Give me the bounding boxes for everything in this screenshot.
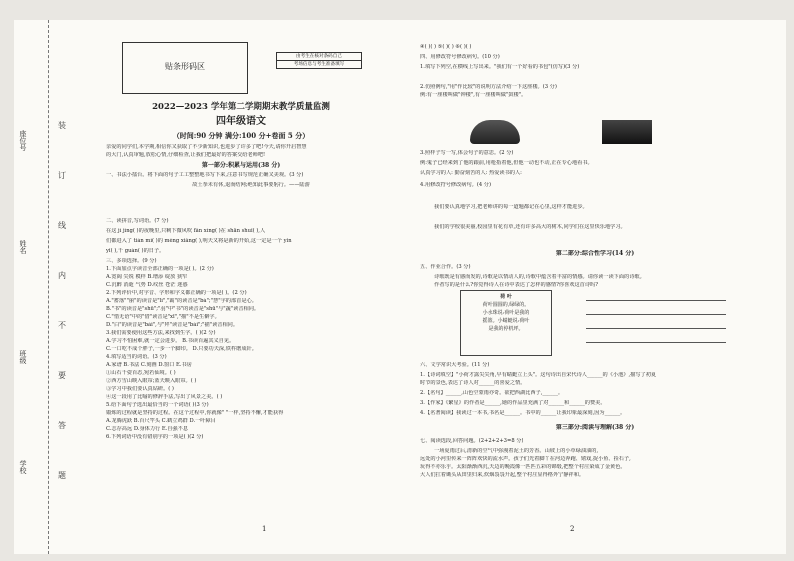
question-line: 6.下列词语中没有错别字的一项是( )(2 分) (106, 434, 204, 440)
question-line: 2.【名句】______,山色空蒙雨亦奇。欲把西湖比西子,______。 (420, 390, 564, 396)
poem-line: 是我的停机坪。 (488, 326, 524, 332)
section-heading: 第三部分:阅读与理解(38 分) (555, 424, 635, 431)
question-line: ④这一段用了比喻的修辞手法,写出了风景之美。( ) (106, 394, 223, 400)
question-line: 们都进入了 tián mì( )的 mèng xiǎng( ),明天又将是新的开始,这一定是一个 yǐn (106, 238, 292, 244)
poem-line: 小水珠说:荷叶是我的 (482, 310, 530, 316)
question-line: A.龙腾虎跃 B.百尺竿头 C.鹤立鸡群 D.一叶障目 (106, 418, 216, 424)
seal-char: 订 (58, 171, 66, 180)
question-line: 5.给下面句子选出最恰当的一个词语( )(3 分) (106, 402, 209, 408)
poem-line: 荷叶圆圆的,绿绿的。 (482, 302, 530, 308)
question-line: C."惜无语"中的"惜"读音是"xī","描"不是生僻字。 (106, 314, 220, 320)
intro-line: 亲爱的同学们,本学期,相信你又获取了不少新知识,也进步了许多了吧!今天,请你开启智慧 (106, 144, 307, 150)
question-line: yǐ( ),千 guàn( )的日子。 (106, 248, 165, 254)
answer-line[interactable] (586, 300, 726, 301)
notice-line: 考场信息与考生准备填写 (293, 62, 345, 67)
poem-box (460, 290, 552, 356)
reading-passage-line: 大人们扛着锄头从田里归来,炊烟袅袅升起,整个村庄显得格外宁静祥和。 (420, 472, 585, 478)
question-line: B."书"的读音是"shū";"羽"中"书"的读音是"shū"与"蔬"读音相同。 (106, 306, 260, 312)
seal-char: 答 (58, 421, 66, 430)
question-line: 作者写的是什么?你觉得诗人在诗中表达了怎样的感情?你喜欢这首诗吗? (434, 282, 598, 288)
paragraph: 我们的学校很美丽,校园里有花有草,还有许多高大的树木,同学们在这里快乐地学习。 (434, 224, 626, 230)
question-line: 1.【诗词填空】"小荷才露尖尖角,早有蜻蜓立上头"。这句诗出自宋代诗人______的《小池》,描写了初夏 (420, 372, 657, 378)
intro-line: 的大门,认真审题,放松心情,仔细检查,让我们把最好的答案交给老师吧! (106, 152, 266, 158)
question-line: 时节的景色,表达了诗人对______的喜爱之情。 (420, 380, 526, 386)
question-line: 2.下列评价中,对字音、字形和字义都正确的一项是( )。(2 分) (106, 290, 247, 296)
section-heading: 第一部分:积累与运用(38 分) (201, 162, 281, 169)
seal-char: 内 (58, 271, 66, 280)
question-line: 在这 jì jìng( )的夜晚里,只剩下微风吹 fǎn xíng( )在 shān shuǐ( ),人 (106, 228, 266, 234)
question-line: C.志存高远 D.身体力行 E.自强不息 (106, 426, 189, 432)
question-line: 1.下面加点字读音全部正确的一项是( )。(2 分) (106, 266, 214, 272)
question-line: C.一口吃不成个胖子,一步一个脚印。 D.只要功夫深,铁杵磨成针。 (106, 346, 257, 352)
question-line: 故土拳未有休,退而结网;绝知此事要躬行。——陆游 (192, 182, 310, 188)
margin-label-class: 班级 (19, 350, 27, 364)
seal-char: 不 (58, 321, 66, 330)
notice-line: 由考生在核对条码自己 (277, 53, 361, 61)
question-line: D."白"的读音是"bái",与"拜"读音是"bài";"描"读音相同。 (106, 322, 239, 328)
exam-sheet (14, 20, 786, 554)
page-number: 1 (262, 525, 267, 533)
question-line: 锻炼的过程就是坚持的过程。在这个过程中,你就像" "一样,坚持不懈,才能获得 (106, 410, 284, 416)
seal-char: 题 (58, 471, 66, 480)
question-line: 一、书法小擂台。将下面的句子工工整整地书写下来,注意书写规范正确又美观。(3 分) (106, 172, 304, 178)
seal-char: 要 (58, 371, 66, 380)
section-heading: 第二部分:综合性学习(14 分) (555, 250, 635, 257)
binding-line (48, 20, 49, 554)
question-line: A."蓄落""丽"的读音是"lì","霸"的读音是"bà";"慧"字的部首是心。 (106, 298, 257, 304)
question-line: 3.我们需要使用这些方法,来找到生字。( )(2 分) (106, 330, 216, 336)
poem-title: 荷 叶 (500, 294, 512, 300)
answer-line[interactable] (586, 342, 726, 343)
question-line: 七、阅读选段,回答问题。(2+2+2+3=8 分) (420, 438, 524, 444)
reading-passage-line: 远处的小河里传来一阵阵欢快的流水声。孩子们光着脚丫在河边奔跑、嬉戏,捉小鱼、捡石子, (420, 456, 631, 462)
question-line: ④( )( ) ⑤( )( ) ⑥( )( ) (420, 44, 472, 50)
question-line: A.学习不怕困难,就一定会进步。 B.书读百遍其义自见。 (106, 338, 235, 344)
paragraph: 我们要认真地学习,把老师讲的每一道题都记在心里,这样才能进步。 (434, 204, 588, 210)
building-photo (602, 120, 652, 144)
page-number: 2 (570, 525, 575, 533)
margin-label-school: 学校 (19, 460, 27, 474)
question-line: 4.用修改符号修改病句。(4 分) (420, 182, 492, 188)
answer-line[interactable] (586, 328, 726, 329)
question-line: 例:鬼子已经来到了他的跟前,用枪指着他,但他一动也不动,正在专心地看书。 (420, 160, 593, 166)
notice-box (276, 52, 362, 69)
question-line: 3.【作家】《繁星》的作者是______,她的作品里充满了对______和______的赞美。 (420, 400, 606, 406)
seal-char: 装 (58, 121, 66, 130)
question-line: 六、文学常识大考验。(11 分) (420, 362, 490, 368)
question-line: 四、用修改符号修改病句。(10 分) (420, 54, 500, 60)
question-line: 五、作业合作。(3 分) (420, 264, 471, 270)
seal-char: 线 (58, 221, 66, 230)
pagoda-photo (470, 120, 520, 144)
question-line: C.沉醉 消逝 气势 D.纹丝 苍茫 迷惑 (106, 282, 188, 288)
barcode-label: 贴条形码区 (165, 62, 205, 71)
exam-subject: 四年级语文 (216, 116, 266, 127)
question-line: 1.填写下列空,在横线上写出来。"我们有一个好看的书包"(仿写)(3 分) (420, 64, 580, 70)
question-line: 例:有一座楼叫做"钟楼",有一座楼叫做"鼓楼"。 (420, 92, 527, 98)
margin-label-name: 姓名 (19, 240, 27, 254)
question-line: ①山石千姿百态,宛若仙境。( ) (106, 370, 176, 376)
question-line: ②西方雪山映入眼帘;蓝天映入眼帘。( ) (106, 378, 197, 384)
reading-passage-line: 玩得不亦乐乎。太阳渐渐西沉,天边的晚霞像一匹匹五彩的锦缎,把整个村庄染成了金黄色。 (420, 464, 626, 470)
question-line: 诗歌既是有感而发的,诗歌是以情动人的,诗歌中蕴含着丰富的情感。请你读一读下面的诗歌。 (434, 274, 645, 280)
question-line: 3.照样子写一写,体会句子的意思。(2 分) (420, 150, 514, 156)
answer-line[interactable] (586, 314, 726, 315)
poem-line: 摇篮。小蜻蜓说:荷叶 (482, 318, 530, 324)
barcode-area (122, 42, 248, 94)
question-line: 三、多项选择。(9 分) (106, 258, 157, 264)
question-line: 4.【名著阅读】我读过一本书,书名是______。书中的______让我印象最深刻,因为______。 (420, 410, 626, 416)
exam-title: 2022—2023 学年第二学期期末教学质量监测 (152, 102, 330, 112)
question-line: A.家谱 B.书法 C.刻画 D.窗口 E.书房 (106, 362, 192, 368)
binding-margin (14, 20, 86, 554)
question-line: 二、读拼音,写词语。(7 分) (106, 218, 169, 224)
question-line: 4.填写适当的词语。(3 分) (106, 354, 167, 360)
question-line: A.宽阔 尖锐 模样 B.增添 绽放 狭窄 (106, 274, 188, 280)
question-line: 认真学习的人: 勤奋刻苦的人: 热爱读书的人: (420, 170, 522, 176)
question-line: 2.仿照例句,"用"作比较"的说明方法介绍一下这座楼。(3 分) (420, 84, 557, 90)
exam-meta: （时间:90 分钟 满分:100 分+卷面 5 分） (172, 131, 310, 140)
margin-label-seat: 座位号 (19, 130, 27, 151)
question-line: ③学习中我们要认真钻研。( ) (106, 386, 174, 392)
reading-passage-line: 一场夏雨过后,清新的空气中弥漫着泥土的芳香。山坡上的小草绿油油的, (434, 448, 599, 454)
